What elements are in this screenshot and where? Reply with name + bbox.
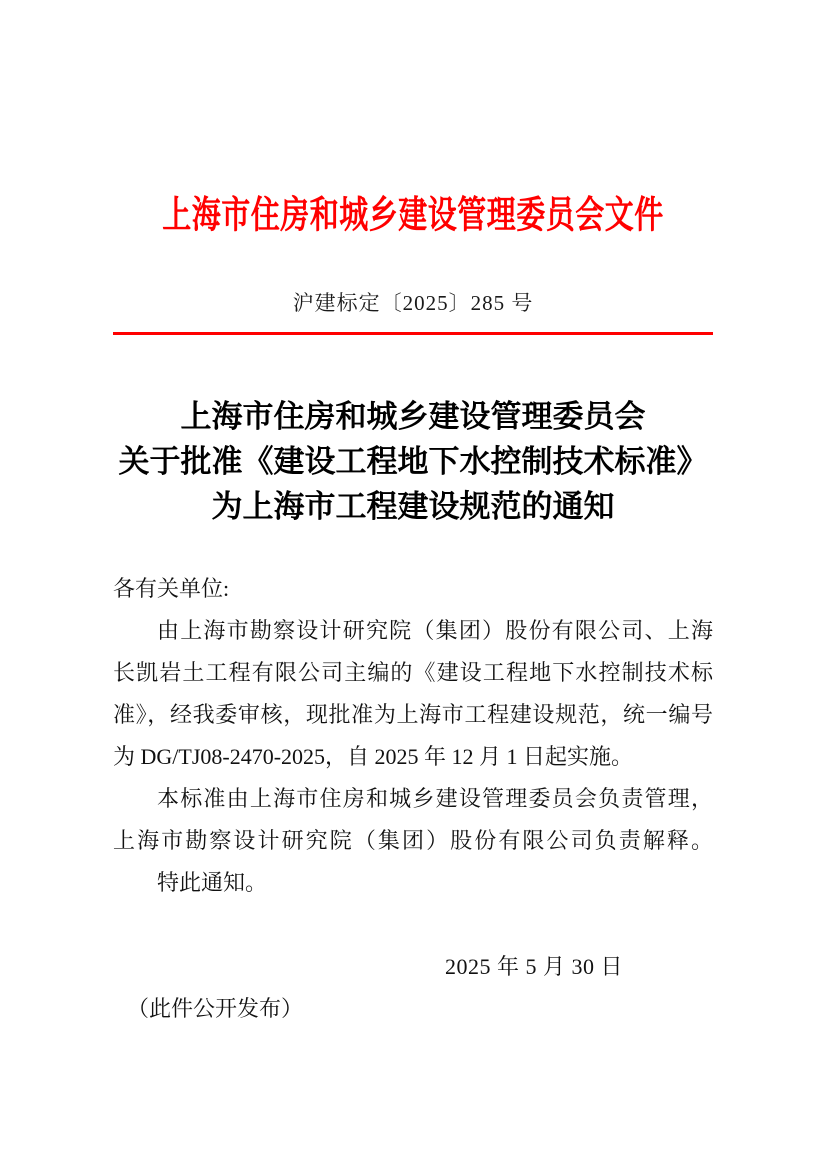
body-line: 准》，经我委审核，现批准为上海市工程建设规范，统一编号 <box>113 702 713 727</box>
body-line: 由上海市勘察设计研究院（集团）股份有限公司、上海 <box>157 618 713 643</box>
blank-line <box>113 904 713 946</box>
body-line: 为 DG/TJ08-2470-2025，自 2025 年 12 月 1 日起实施。 <box>113 744 634 769</box>
notice-title-line: 上海市住房和城乡建设管理委员会 <box>180 399 646 434</box>
body-line: 长凯岩土工程有限公司主编的《建设工程地下水控制技术标 <box>113 660 713 685</box>
publish-note: （此件公开发布） <box>127 996 304 1021</box>
notice-body <box>113 568 713 1030</box>
body-line: 上海市勘察设计研究院（集团）股份有限公司负责解释。 <box>113 828 713 853</box>
body-paragraphs <box>113 610 713 904</box>
salutation: 各有关单位: <box>113 576 230 601</box>
body-line: 特此通知。 <box>157 870 268 895</box>
red-divider-rule <box>113 332 713 335</box>
notice-title-line: 为上海市工程建设规范的通知 <box>211 489 615 524</box>
doc-number: 沪建标定〔2025〕285 号 <box>292 291 534 315</box>
body-line: 本标准由上海市住房和城乡建设管理委员会负责管理， <box>157 786 713 811</box>
notice-title <box>0 394 826 529</box>
issue-date: 2025 年 5 月 30 日 <box>444 954 623 979</box>
letterhead-title: 上海市住房和城乡建设管理委员会文件 <box>162 192 664 237</box>
notice-title-line: 关于批准《建设工程地下水控制技术标准》 <box>118 444 708 479</box>
